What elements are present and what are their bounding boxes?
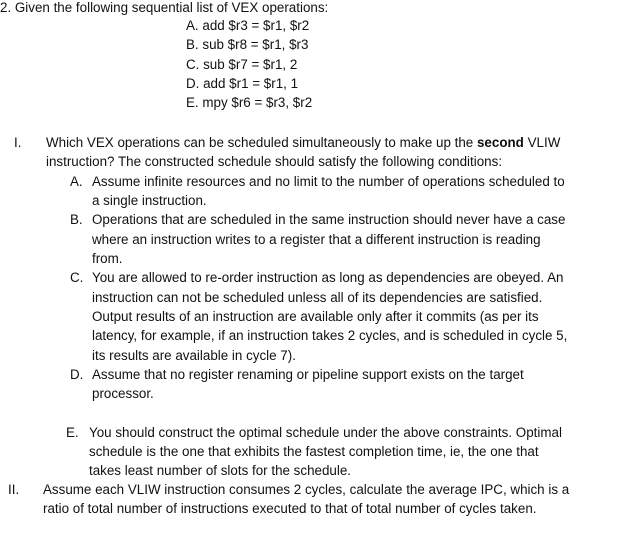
condition-c-line3: Output results of an instruction are available only after it commits (as per its	[92, 309, 539, 324]
condition-a-line1: Assume infinite resources and no limit to the number of operations scheduled to	[92, 174, 565, 189]
part1-question-line1	[46, 133, 560, 152]
condition-c-line1: You are allowed to re-order instruction as long as dependencies are obeyed. An	[92, 270, 564, 285]
part1-text-after-bold: VLIW	[523, 135, 561, 150]
part1-text-before-bold: Which VEX operations can be scheduled simultaneously to make up the	[46, 135, 477, 150]
condition-c-label: C.	[70, 270, 84, 285]
condition-e-line3: takes least number of slots for the schedule.	[89, 463, 352, 478]
condition-b-line2: where an instruction writes to a register that a different instruction is reading	[92, 232, 541, 247]
operation-d: D. add $r1 = $r1, 1	[186, 76, 299, 91]
condition-c-line5: its results are available in cycle 7).	[92, 348, 296, 363]
condition-b-line3: from.	[92, 251, 123, 266]
operation-e: E. mpy $r6 = $r3, $r2	[186, 95, 313, 110]
condition-d-line2: processor.	[92, 386, 154, 401]
part1-question-line2: instruction? The constructed schedule should satisfy the following conditions:	[46, 154, 503, 169]
operation-c: C. sub $r7 = $r1, 2	[186, 57, 298, 72]
condition-e-line1: You should construct the optimal schedule under the above constraints. Optimal	[89, 425, 562, 440]
condition-c-line4: latency, for example, if an instruction takes 2 cycles, and is scheduled in cycle 5,	[92, 328, 568, 343]
condition-b-label: B.	[70, 212, 83, 227]
operation-a: A. add $r3 = $r1, $r2	[186, 18, 310, 33]
part1-numeral: I.	[14, 135, 22, 150]
condition-d-line1: Assume that no register renaming or pipeline support exists on the target	[92, 367, 524, 382]
condition-a-line2: a single instruction.	[92, 193, 207, 208]
condition-d-label: D.	[70, 367, 84, 382]
question-header: 2. Given the following sequential list of VEX operations:	[0, 0, 329, 15]
operation-b: B. sub $r8 = $r1, $r3	[186, 37, 309, 52]
part2-line2: ratio of total number of instructions executed to that of total number of cycles taken.	[43, 501, 537, 516]
condition-c-line2: instruction can not be scheduled unless all of its dependencies are satisfied.	[92, 290, 543, 305]
part2-numeral: II.	[8, 482, 20, 497]
condition-a-label: A.	[70, 174, 83, 189]
part1-bold-word: second	[476, 135, 524, 150]
condition-e-label: E.	[66, 425, 79, 440]
part2-line1: Assume each VLIW instruction consumes 2 cycles, calculate the average IPC, which is a	[43, 482, 570, 497]
condition-e-line2: schedule is the one that exhibits the fastest completion time, ie, the one that	[89, 444, 539, 459]
condition-b-line1: Operations that are scheduled in the same instruction should never have a case	[92, 212, 566, 227]
